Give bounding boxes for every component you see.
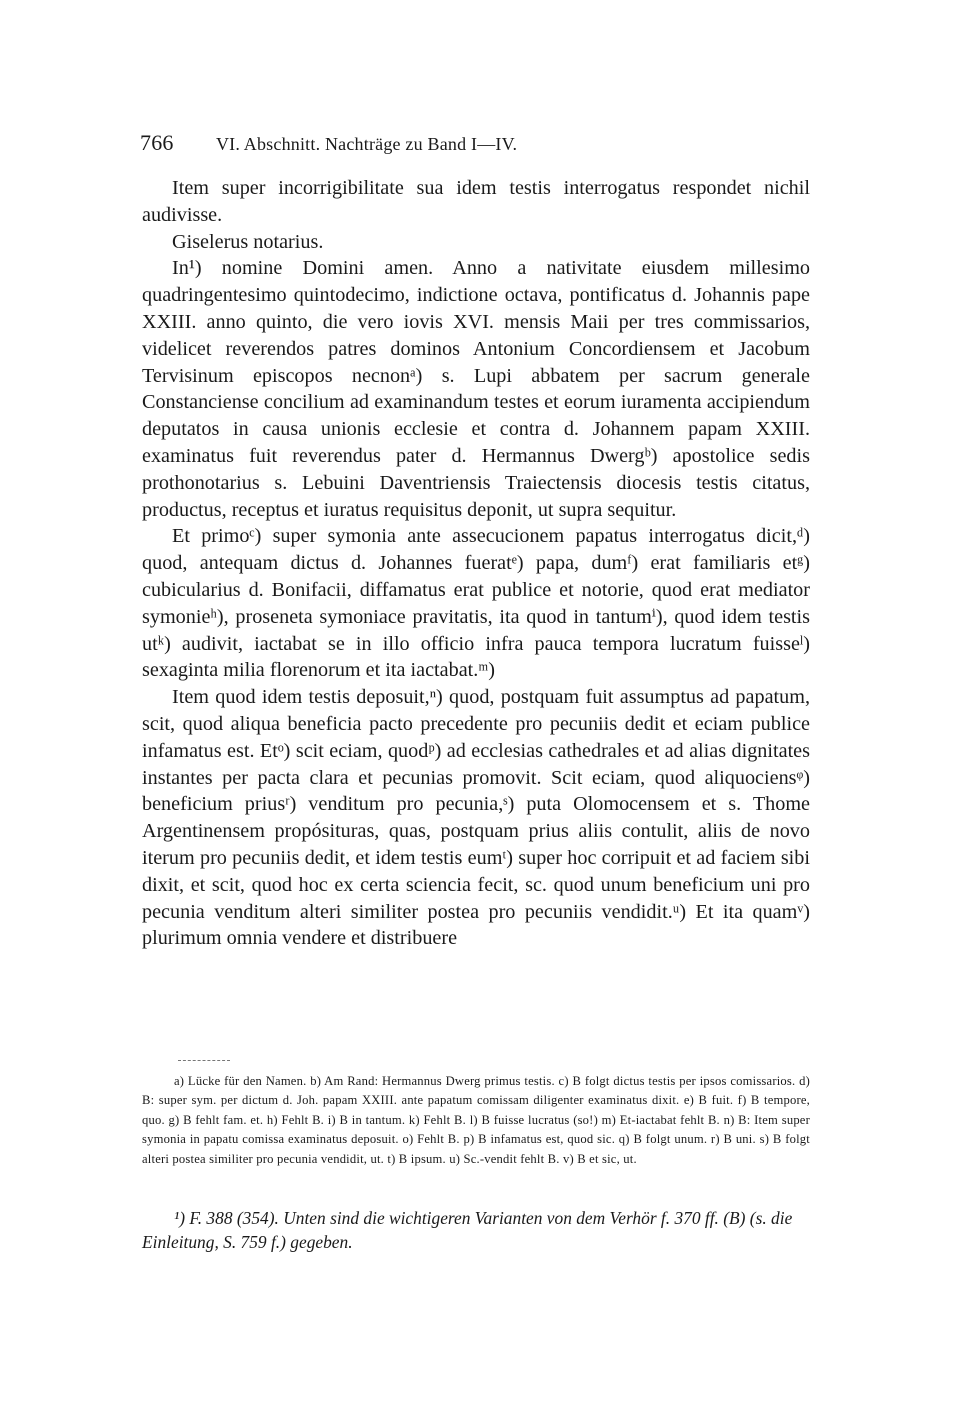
main-text bbox=[142, 175, 810, 952]
paragraph-interrogation: Item super incorrigibilitate sua idem testis interrogatus respondet nichil audivisse. bbox=[142, 177, 810, 226]
variant-notes-text: a) Lücke für den Namen. b) Am Rand: Hermannus Dwerg primus testis. c) B folgt dictus testis per ipsos comissarios. d) B: super sym. per dictum d. Joh. papam XXIII. ante papatum comissam diligenter examinatus dixit. e) B fuit. f) B tempore, quo. g) B fehlt fam. et. h) Fehlt B. i) B in tantum. k) Fehlt B. l) B fuisse lucratus (so!) m) Et-iactabat fehlt B. n) B: Item super symonia in papatu comissa examinatus deposuit. o) Fehlt B. p) B infamatus est, quod sic. q) B folgt unum. r) B uni. s) B folgt alteri postea similiter pro pecunia vendidit, ut. t) B ipsum. u) Sc.-vendit fehlt B. v) B et sic, ut. bbox=[142, 1074, 810, 1166]
source-note-text: ¹) F. 388 (354). Unten sind die wichtigeren Varianten von dem Verhör f. 370 ff. (B) (s. die Einleitung, S. 759 f.) gegeben. bbox=[142, 1208, 793, 1252]
paragraph-simony-before: Et primoᶜ) super symonia ante assecucionem papatus interrogatus dicit,ᵈ) quod, antequam dictus d. Johannes fueratᵉ) papa, dumᶠ) erat familiaris etᵍ) cubicularius d. Bonifacii, diffamatus erat publice et notorie, quod erat mediator symonieʰ), proseneta symoniace pravitatis, ita quod in tantumⁱ), quod idem testis utᵏ) audivit, iactabat se in illo officio infra pauca tempora lucratum fuisseˡ) sexaginta milia florenorum et ita iactabat.ᵐ) bbox=[142, 525, 810, 682]
page-number: 766 bbox=[140, 130, 174, 155]
paragraph-simony-after: Item quod idem testis deposuit,ⁿ) quod, postquam fuit assumptus ad papatum, scit, quod aliqua beneficia pacto precedente pro pecuniis dedit et eciam publice infamatus est. Etᵒ) scit eciam, quodᵖ) ad ecclesias cathedrales et ad alias dignitates instantes per pacta clara et pecunias promovit. Scit eciam, quod aliquociensᵠ) beneficium priusʳ) venditum pro pecunia,ˢ) puta Olomocensem et s. Thome Argentinensem propósituras, quas, postquam prius aliis contulit, aliis de novo iterum pro pecuniis dedit, et idem testis eumᵗ) super hoc corripuit et ad faciem sibi dixit, et scit, quod hoc ex certa sciencia fecit, sc. quod unum beneficium uni pro pecunia venditum alteri similiter postea pro pecuniis vendidit.ᵘ) Et ita quamᵛ) plurimum omnia vendere et distribuere bbox=[142, 686, 810, 950]
paragraph-protocol: In¹) nomine Domini amen. Anno a nativitate eiusdem millesimo quadringentesimo quintodecimo, indictione octava, pontificatus d. Johannis pape XXIII. anno quinto, die vero iovis XVI. mensis Maii per tres commissarios, videlicet reverendos patres dominos Antonium Concordiensem et Jacobum Tervisinum episcopos necnonᵃ) s. Lupi abbatem per sacrum generale Constanciense concilium ad examinandum testes et eorum iuramenta accipiendum deputatos in causa unionis ecclesie et contra d. Johannem papam XXIII. examinatus fuit reverendus pater d. Hermannus Dwergᵇ) apostolice sedis prothonotarius s. Lebuini Daventriensis Traiectensis diocesis testis citatus, productus, receptus et iuratus requisitus deponit, ut supra sequitur. bbox=[142, 257, 810, 521]
running-header bbox=[140, 130, 810, 156]
variant-footnotes bbox=[142, 1072, 810, 1169]
footnote-divider bbox=[178, 1060, 230, 1061]
running-title: VI. Abschnitt. Nachträge zu Band I—IV. bbox=[215, 134, 518, 154]
source-footnote bbox=[142, 1206, 810, 1254]
paragraph-notary: Giselerus notarius. bbox=[172, 230, 324, 253]
